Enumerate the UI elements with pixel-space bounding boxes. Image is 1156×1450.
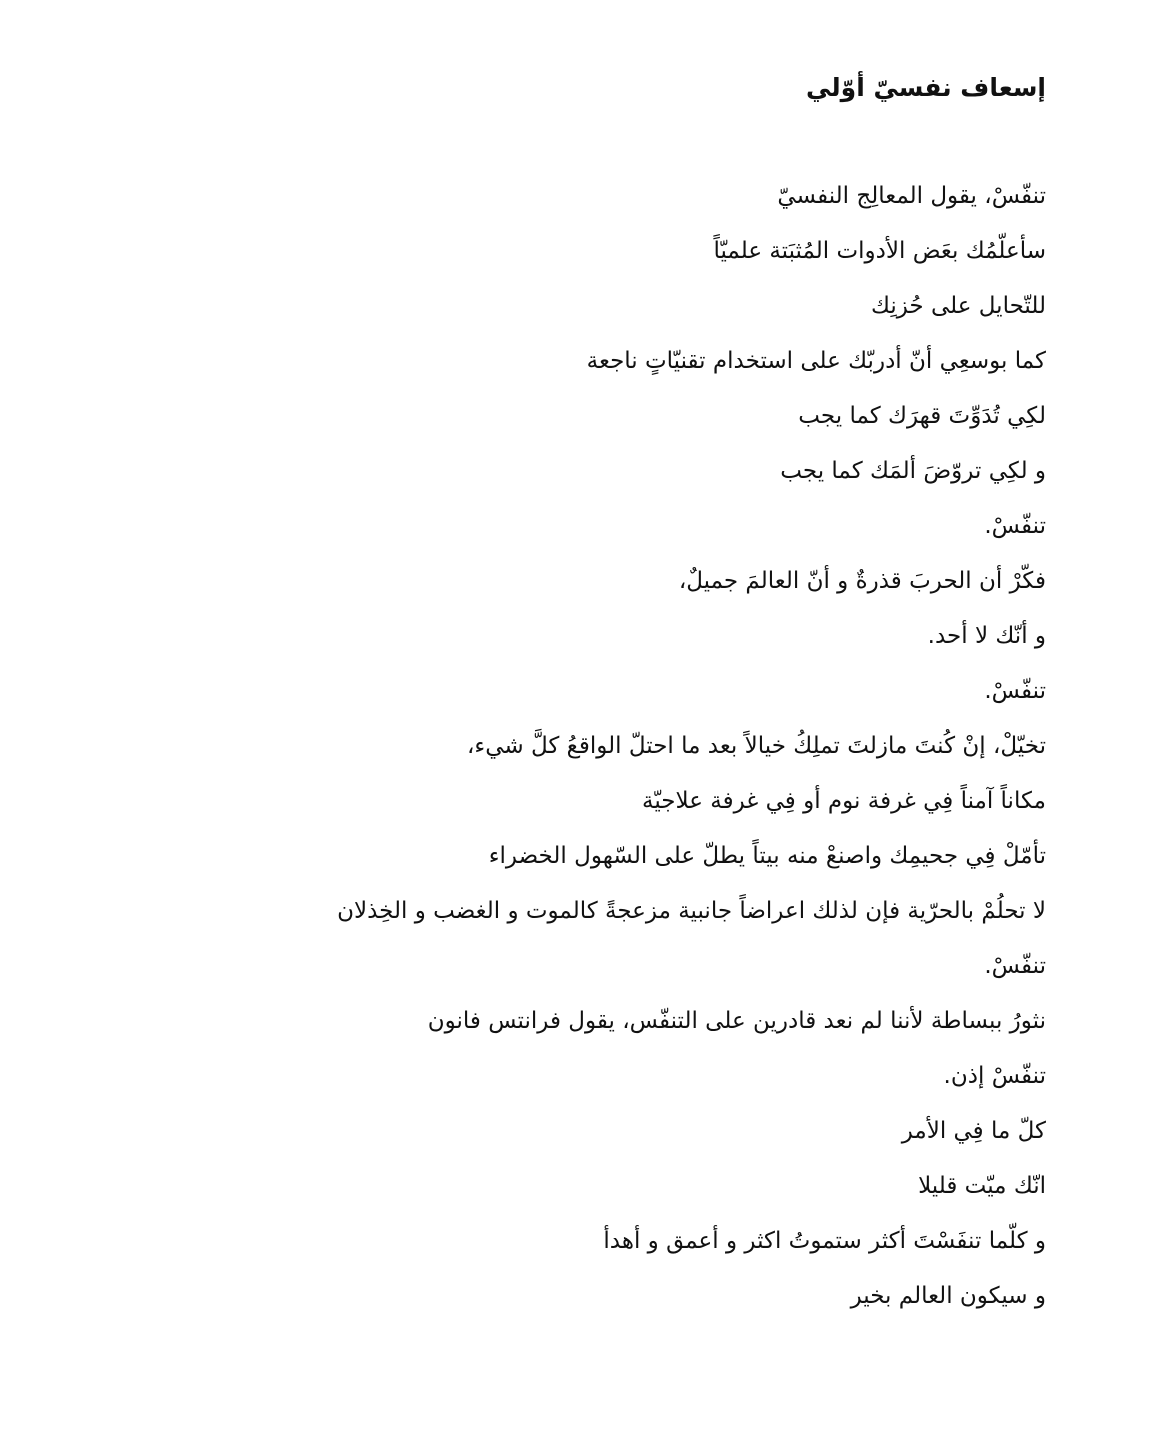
poem-line: تنفّسْ، يقول المعالِج النفسيّ <box>777 183 1046 209</box>
poem-line: لكِي تُدَوِّتَ قهرَك كما يجب <box>798 403 1046 429</box>
poem-line: تخيّلْ، إنْ كُنتَ مازلتَ تملِكُ خيالاً بعد ما احتلّ الواقعُ كلَّ شيء، <box>466 733 1046 759</box>
poem-line: و أنّك لا أحد. <box>927 623 1046 649</box>
poem-line: و كلّما تنفَسْتَ أكثر ستموتُ اكثر و أعمق و أهدأ <box>603 1228 1046 1254</box>
poem-line: لا تحلُمْ بالحرّية فإن لذلك اعراضاً جانبية مزعجةً كالموت و الغضب و الخِذلان <box>337 898 1046 924</box>
poem-line: نثورُ ببساطة لأننا لم نعد قادرين على التنفّس، يقول فرانتس فانون <box>427 1008 1046 1034</box>
poem-title: إسعاف نفسيّ أوّلي <box>805 73 1046 102</box>
poem-line: مكاناً آمناً فِي غرفة نوم أو فِي غرفة علاجيّة <box>642 788 1046 814</box>
poem-line: تنفّسْ إذن. <box>943 1063 1046 1089</box>
poem-line: تأمّلْ فِي جحيمِك واصنعْ منه بيتاً يطلّ على السّهول الخضراء <box>488 843 1046 869</box>
poem-line: و لكِي تروّضَ ألمَك كما يجب <box>780 458 1046 484</box>
poem-line: تنفّسْ. <box>984 953 1046 979</box>
poem-line: سأعلّمُك بعَض الأدوات المُثبَتة علميّاً <box>713 238 1046 264</box>
poem-line: و سيكون العالم بخير <box>850 1283 1046 1309</box>
poem-line: للتّحايل على حُزنِك <box>870 293 1046 319</box>
poem-line: فكّرْ أن الحربَ قذرةٌ و أنّ العالمَ جميلٌ، <box>678 568 1046 594</box>
poem-body <box>337 176 1046 1331</box>
poem-line: تنفّسْ. <box>984 513 1046 539</box>
poem-line: كما بوسعِي أنّ أدربّك على استخدام تقنيّاتٍ ناجعة <box>586 348 1046 374</box>
poem-line: تنفّسْ. <box>984 678 1046 704</box>
poem-line: انّك ميّت قليلا <box>918 1173 1046 1199</box>
poem-line: كلّ ما فِي الأمر <box>901 1118 1046 1144</box>
